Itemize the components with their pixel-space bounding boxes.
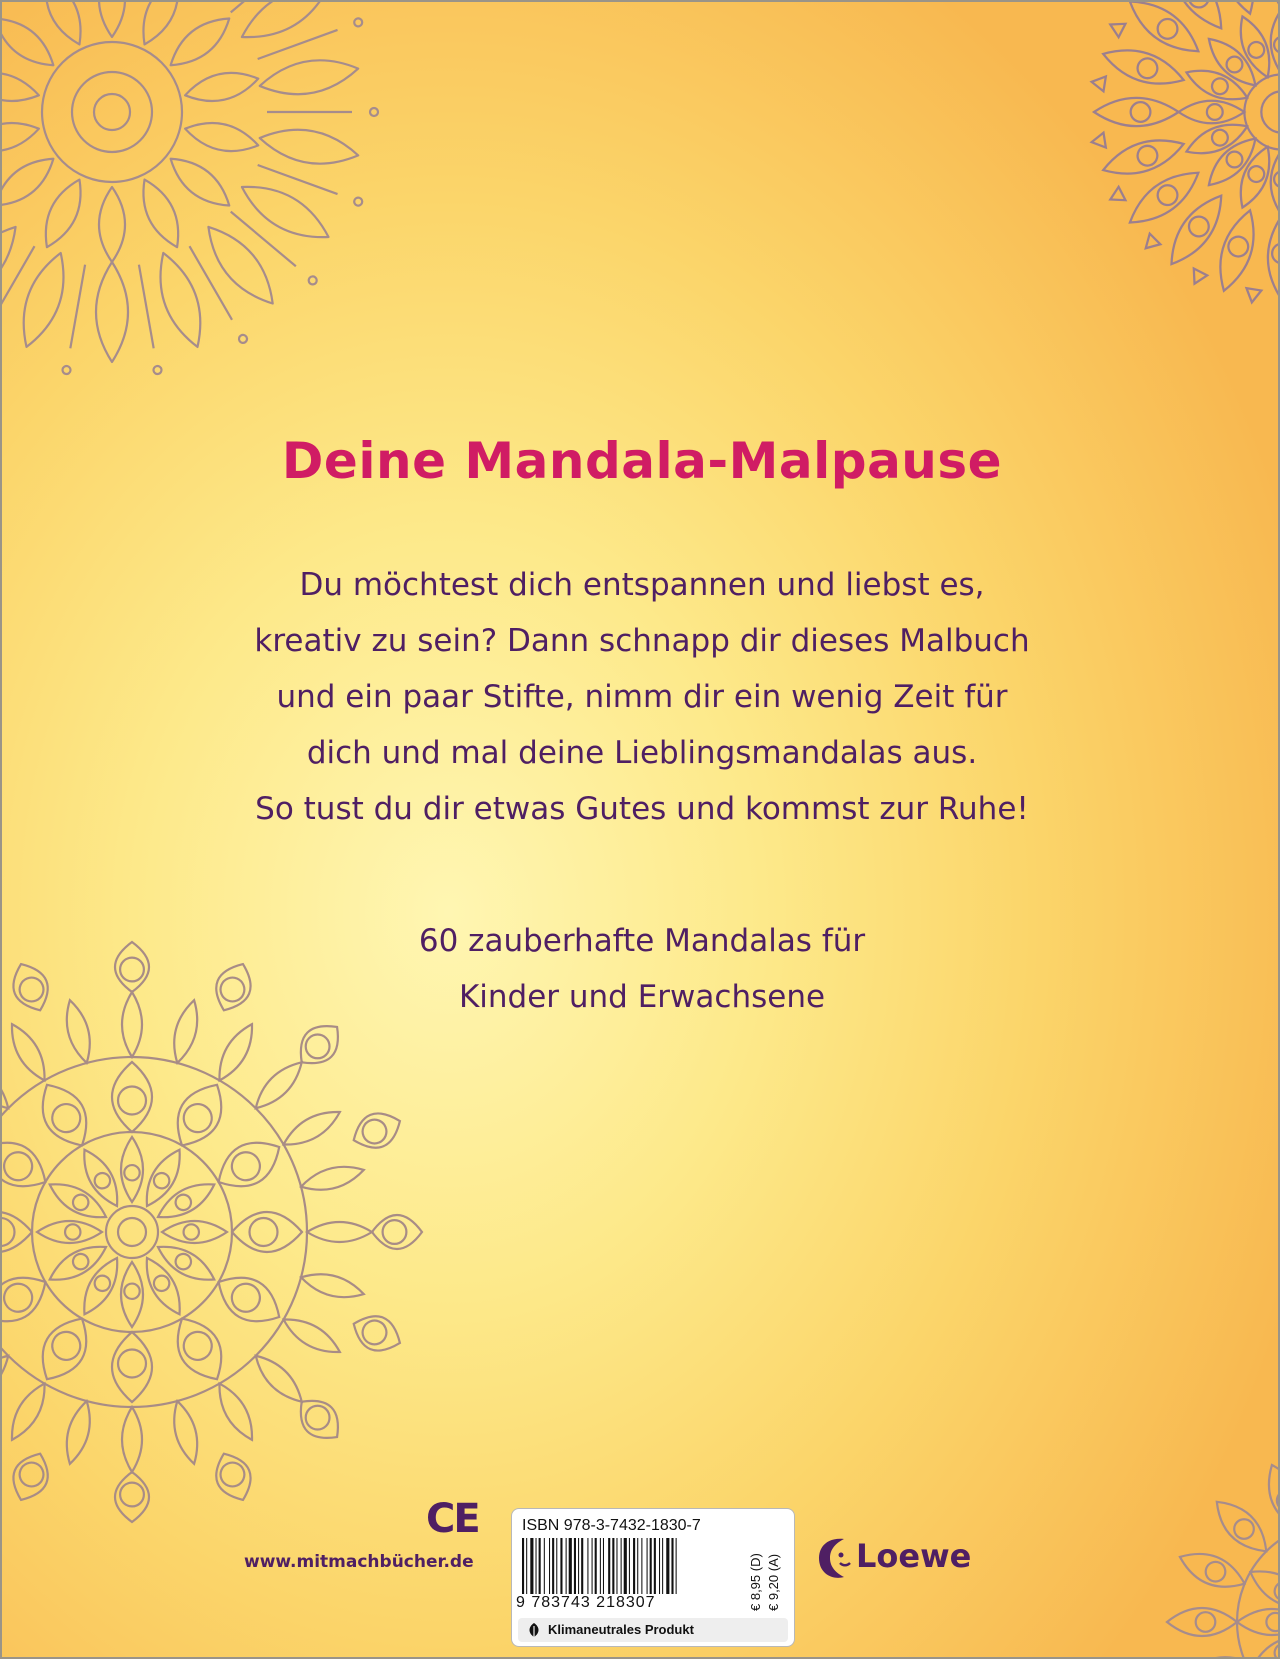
leaf-icon: [526, 1622, 542, 1638]
description-line-1: Du möchtest dich entspannen und liebst es,: [299, 567, 985, 603]
cover-title: Deine Mandala-Malpause: [281, 432, 1003, 490]
barcode-number: 9 783743 218307: [516, 1594, 656, 1611]
publisher-name: Loewe: [856, 1537, 972, 1575]
barcode-label: [511, 1508, 795, 1647]
price-austria: € 9,20 (A): [766, 1553, 781, 1611]
tagline-line-2: Kinder und Erwachsene: [458, 979, 826, 1015]
ornate-mandala-top-right: [1047, 0, 1280, 372]
lion-head-icon: [814, 1533, 858, 1583]
description-line-4: dich und mal deine Lieblingsmandalas aus.: [306, 735, 978, 771]
barcode-bars: [522, 1538, 744, 1594]
ornate-mandala-left: [0, 932, 432, 1532]
description-line-2: kreativ zu sein? Dann schnapp dir dieses Malbuch: [254, 623, 1030, 659]
description-line-3: und ein paar Stifte, nimm dir ein wenig Zeit für: [276, 679, 1008, 715]
floral-mandala-top-left: [0, 0, 392, 392]
isbn-text: ISBN 978-3-7432-1830-7: [522, 1517, 701, 1534]
climate-neutral-row: [518, 1618, 788, 1642]
tagline-line-1: 60 zauberhafte Mandalas für: [418, 923, 866, 959]
price-germany: € 8,95 (D): [748, 1553, 763, 1611]
ornate-mandala-bottom-right: [1137, 1422, 1280, 1659]
website-link[interactable]: www.mitmachbücher.de: [244, 1552, 474, 1572]
description-line-5: So tust du dir etwas Gutes und kommst zur Ruhe!: [255, 791, 1029, 827]
publisher-logo: [814, 1533, 1004, 1583]
ce-mark: CE: [426, 1496, 479, 1542]
climate-neutral-label: Klimaneutrales Produkt: [548, 1622, 694, 1637]
